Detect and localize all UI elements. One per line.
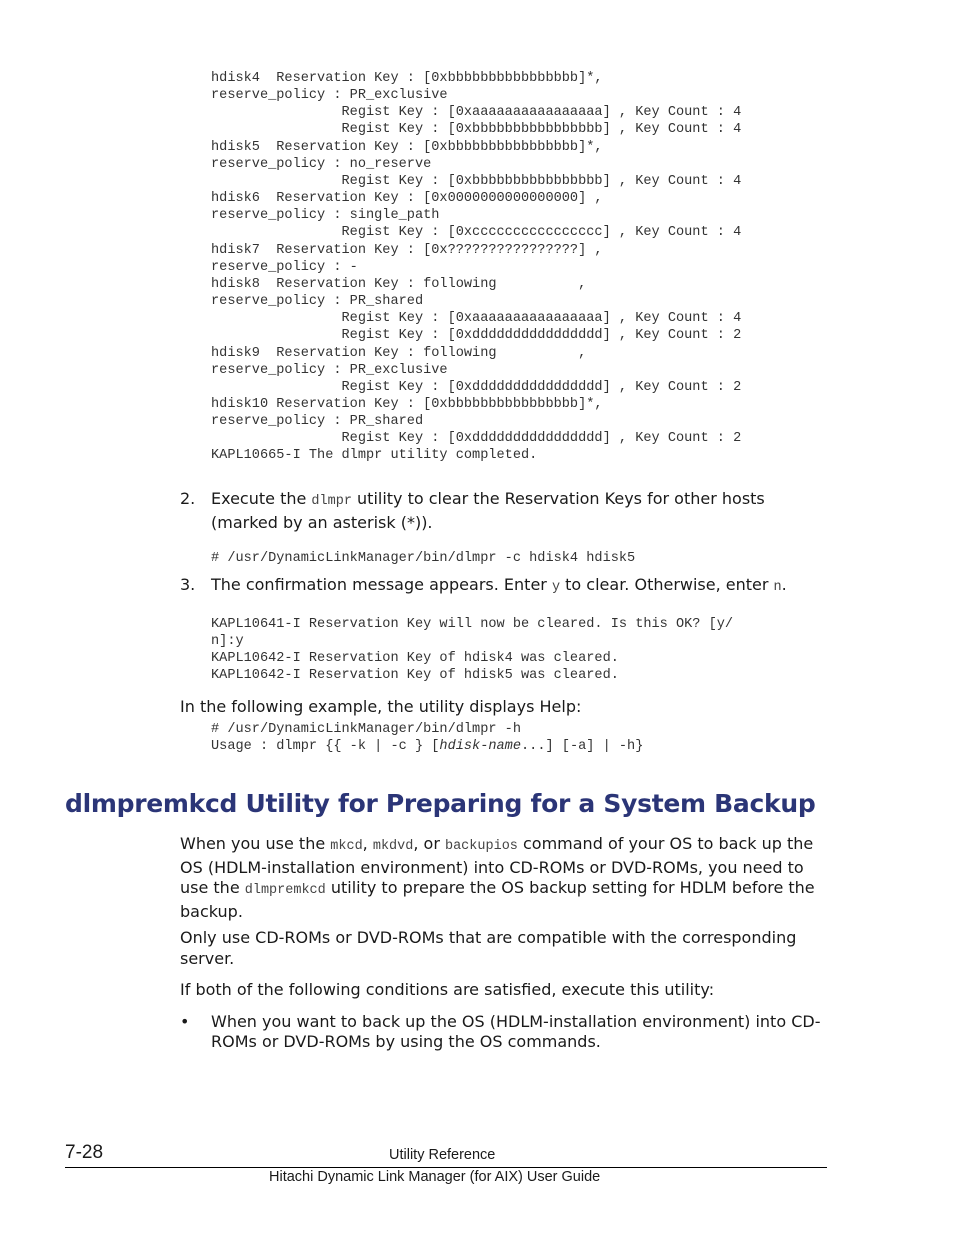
bullet-text: When you want to back up the OS (HDLM-installation environment) into CD-ROMs or DVD-ROMs by using the OS commands. bbox=[211, 1012, 821, 1051]
step-2 bbox=[180, 488, 820, 533]
paragraph-conditions: If both of the following conditions are satisfied, execute this utility: bbox=[180, 980, 715, 999]
code-block-help bbox=[211, 721, 643, 755]
step-number: 3. bbox=[180, 575, 196, 594]
footer-rule bbox=[65, 1167, 827, 1168]
help-intro: In the following example, the utility displays Help: bbox=[180, 697, 582, 716]
code-block-pr-output: hdisk4 Reservation Key : [0xbbbbbbbbbbbbbbbb]*, reserve_policy : PR_exclusive Regist Key : [0xaaaaaaaaaaaaaaaa] , Key Count : 4 Regist Key : [0xbbbbbbbbbbbbbbbb] , Key Count : 4 hdisk5 Reservation Key : [0xbbbbbbbbbbbbbbbb]*, reserve_policy : no_reserve Regist Key : [0xbbbbbbbbbbbbbbbb] , Key Count : 4 hdisk6 Reservation Key : [0x0000000000000000] , reserve_policy : single_path Regist Key : [0xcccccccccccccccc] , Key Count : 4 hdisk7 Reservation Key : [0x????????????????] , reserve_policy : - hdisk8 Reservation Key : following , reserve_policy : PR_shared Regist Key : [0xaaaaaaaaaaaaaaaa] , Key Count : 4 Regist Key : [0xdddddddddddddddd] , Key Count : 2 hdisk9 Reservation Key : following , reserve_policy : PR_exclusive Regist Key : [0xdddddddddddddddd] , Key Count : 2 hdisk10 Reservation Key : [0xbbbbbbbbbbbbbbbb]*, reserve_policy : PR_shared Regist Key : [0xdddddddddddddddd] , Key Count : 2 KAPL10665-I The dlmpr utility completed. bbox=[211, 71, 742, 464]
inline-code: backupios bbox=[444, 839, 518, 854]
help-command: # /usr/DynamicLinkManager/bin/dlmpr -h bbox=[211, 722, 521, 737]
inline-code: dlmpremkcd bbox=[244, 883, 326, 898]
step-3 bbox=[180, 574, 820, 598]
inline-code: y bbox=[551, 580, 561, 595]
step-number: 2. bbox=[180, 489, 196, 508]
page-number: 7-28 bbox=[65, 1142, 104, 1163]
inline-code: mkdvd bbox=[372, 839, 414, 854]
footer-title: Hitachi Dynamic Link Manager (for AIX) User Guide bbox=[269, 1169, 601, 1185]
inline-code: mkcd bbox=[330, 839, 363, 854]
footer-section: Utility Reference bbox=[389, 1147, 496, 1163]
code-block-confirmation: KAPL10641-I Reservation Key will now be cleared. Is this OK? [y/ n]:y KAPL10642-I Reservation Key of hdisk4 was cleared. KAPL10642-I Reservation Key of hdisk5 was cleared. bbox=[211, 617, 734, 684]
bullet-marker: • bbox=[180, 1012, 190, 1031]
bullet-item bbox=[180, 1012, 825, 1052]
step-text: The confirmation message appears. Enter y to clear. Otherwise, enter n. bbox=[211, 575, 787, 595]
paragraph-intro: When you use the mkcd, mkdvd, or backupios command of your OS to back up the OS (HDLM-installation environment) into CD-ROMs or DVD-ROMs, you need to use the dlmpremkcd utility to prepare the OS backup setting for HDLM before the backup. bbox=[180, 834, 815, 921]
inline-code: n bbox=[773, 580, 782, 595]
usage-line: Usage : dlmpr {{ -k | -c } [hdisk-name...] [-a] | -h} bbox=[211, 739, 644, 755]
section-heading: dlmpremkcd Utility for Preparing for a System Backup bbox=[65, 789, 816, 818]
step-text: Execute the dlmpr utility to clear the Reservation Keys for other hosts (marked by an asterisk (*)). bbox=[211, 489, 765, 532]
paragraph-compatibility: Only use CD-ROMs or DVD-ROMs that are compatible with the corresponding server. bbox=[180, 928, 797, 968]
inline-code: dlmpr bbox=[311, 494, 352, 509]
code-block-clear-command: # /usr/DynamicLinkManager/bin/dlmpr -c hdisk4 hdisk5 bbox=[211, 551, 636, 566]
